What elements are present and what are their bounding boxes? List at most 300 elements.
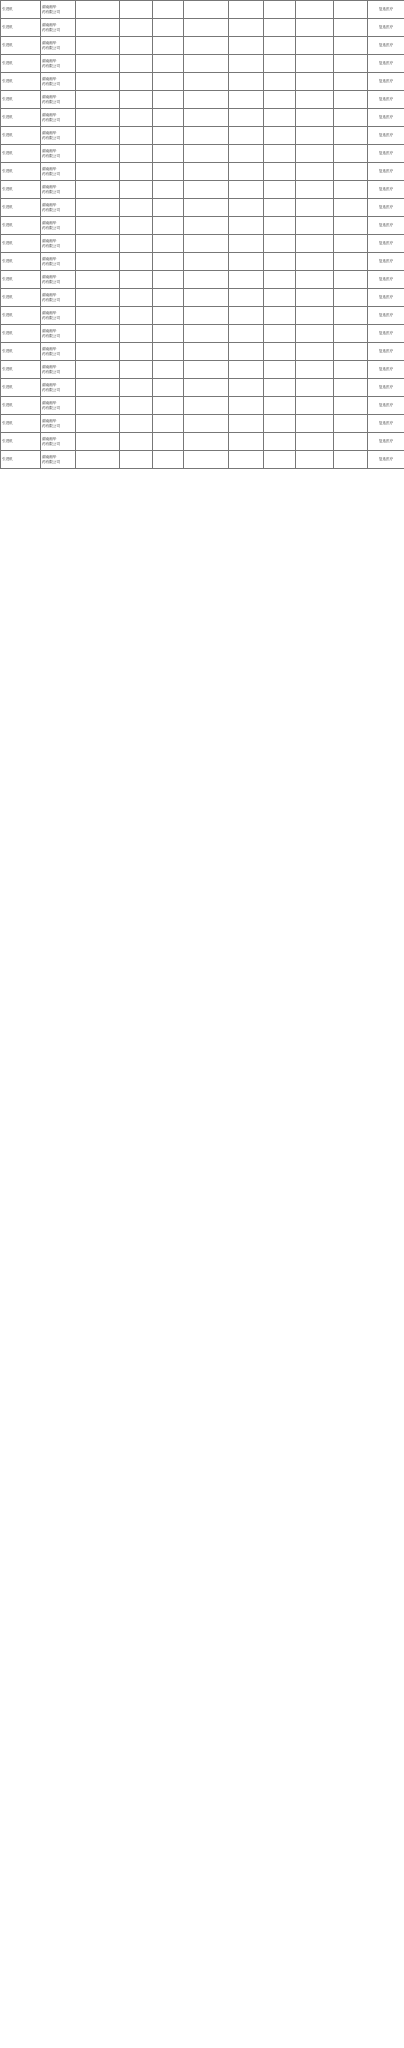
cell-c3 [76, 199, 120, 217]
cell-c8 [264, 433, 296, 451]
cell-c3 [76, 1, 120, 19]
cell-c8 [264, 181, 296, 199]
cell-c4 [120, 109, 153, 127]
cell-c7 [229, 145, 264, 163]
cell-c10 [334, 235, 368, 253]
cell-c4 [120, 163, 153, 181]
cell-c2: 湖南湘华 药有限公司 [41, 127, 76, 145]
cell-c5 [153, 127, 184, 145]
cell-c9 [296, 37, 334, 55]
table-row [1, 289, 404, 307]
cell-c3 [76, 91, 120, 109]
cell-c9 [296, 307, 334, 325]
cell-c5 [153, 37, 184, 55]
cell-c9 [296, 235, 334, 253]
cell-c8 [264, 19, 296, 37]
cell-c7 [229, 181, 264, 199]
cell-c10 [334, 145, 368, 163]
cell-c6 [184, 19, 229, 37]
cell-c7 [229, 127, 264, 145]
cell-c9 [296, 289, 334, 307]
cell-c7 [229, 325, 264, 343]
cell-c2: 湖南湘华 药有限公司 [41, 19, 76, 37]
cell-c9 [296, 91, 334, 109]
cell-c5 [153, 397, 184, 415]
cell-c11: 复选医疗 [368, 127, 404, 145]
cell-c4 [120, 307, 153, 325]
cell-c7 [229, 451, 264, 469]
cell-c10 [334, 109, 368, 127]
cell-c6 [184, 217, 229, 235]
cell-c3 [76, 109, 120, 127]
table-row [1, 73, 404, 91]
cell-c11: 复选医疗 [368, 217, 404, 235]
cell-c11: 复选医疗 [368, 397, 404, 415]
cell-c6 [184, 253, 229, 271]
cell-c5 [153, 361, 184, 379]
cell-c9 [296, 361, 334, 379]
cell-c5 [153, 163, 184, 181]
cell-c6 [184, 271, 229, 289]
cell-c2: 湖南湘华 药有限公司 [41, 415, 76, 433]
cell-c9 [296, 199, 334, 217]
table-row [1, 433, 404, 451]
cell-c5 [153, 415, 184, 433]
cell-c1: 引进机 [1, 307, 41, 325]
cell-c9 [296, 127, 334, 145]
cell-c4 [120, 217, 153, 235]
cell-c5 [153, 109, 184, 127]
cell-c10 [334, 199, 368, 217]
cell-c6 [184, 199, 229, 217]
cell-c1: 引进机 [1, 109, 41, 127]
cell-c1: 引进机 [1, 217, 41, 235]
cell-c1: 引进机 [1, 379, 41, 397]
cell-c7 [229, 91, 264, 109]
cell-c2: 湖南湘华 药有限公司 [41, 379, 76, 397]
cell-c10 [334, 253, 368, 271]
table-row [1, 1, 404, 19]
cell-c4 [120, 19, 153, 37]
cell-c6 [184, 37, 229, 55]
cell-c9 [296, 19, 334, 37]
cell-c11: 复选医疗 [368, 271, 404, 289]
cell-c8 [264, 235, 296, 253]
cell-c4 [120, 199, 153, 217]
cell-c7 [229, 271, 264, 289]
cell-c1: 引进机 [1, 55, 41, 73]
cell-c11: 复选医疗 [368, 433, 404, 451]
cell-c1: 引进机 [1, 271, 41, 289]
cell-c10 [334, 19, 368, 37]
cell-c2: 湖南湘华 药有限公司 [41, 55, 76, 73]
cell-c3 [76, 397, 120, 415]
cell-c7 [229, 397, 264, 415]
cell-c3 [76, 127, 120, 145]
cell-c1: 引进机 [1, 181, 41, 199]
cell-c7 [229, 253, 264, 271]
cell-c9 [296, 379, 334, 397]
cell-c2: 湖南湘华 药有限公司 [41, 325, 76, 343]
table-row [1, 271, 404, 289]
cell-c1: 引进机 [1, 253, 41, 271]
cell-c10 [334, 307, 368, 325]
cell-c8 [264, 199, 296, 217]
cell-c10 [334, 55, 368, 73]
cell-c11: 复选医疗 [368, 343, 404, 361]
table-row [1, 145, 404, 163]
cell-c4 [120, 73, 153, 91]
cell-c7 [229, 55, 264, 73]
cell-c8 [264, 415, 296, 433]
cell-c10 [334, 433, 368, 451]
cell-c5 [153, 55, 184, 73]
cell-c2: 湖南湘华 药有限公司 [41, 397, 76, 415]
cell-c4 [120, 181, 153, 199]
cell-c1: 引进机 [1, 145, 41, 163]
cell-c2: 湖南湘华 药有限公司 [41, 1, 76, 19]
cell-c11: 复选医疗 [368, 451, 404, 469]
cell-c7 [229, 199, 264, 217]
table-row [1, 253, 404, 271]
cell-c1: 引进机 [1, 1, 41, 19]
cell-c3 [76, 433, 120, 451]
cell-c4 [120, 343, 153, 361]
cell-c8 [264, 145, 296, 163]
cell-c10 [334, 397, 368, 415]
cell-c4 [120, 433, 153, 451]
cell-c10 [334, 289, 368, 307]
cell-c10 [334, 73, 368, 91]
cell-c6 [184, 361, 229, 379]
cell-c10 [334, 127, 368, 145]
cell-c4 [120, 127, 153, 145]
table-row [1, 91, 404, 109]
cell-c5 [153, 1, 184, 19]
cell-c7 [229, 361, 264, 379]
cell-c4 [120, 379, 153, 397]
cell-c3 [76, 415, 120, 433]
cell-c8 [264, 451, 296, 469]
cell-c4 [120, 289, 153, 307]
cell-c3 [76, 307, 120, 325]
table-row [1, 37, 404, 55]
cell-c10 [334, 451, 368, 469]
cell-c8 [264, 217, 296, 235]
cell-c4 [120, 55, 153, 73]
cell-c11: 复选医疗 [368, 361, 404, 379]
cell-c7 [229, 379, 264, 397]
cell-c3 [76, 271, 120, 289]
cell-c9 [296, 217, 334, 235]
cell-c2: 湖南湘华 药有限公司 [41, 73, 76, 91]
table-row [1, 109, 404, 127]
cell-c6 [184, 163, 229, 181]
cell-c2: 湖南湘华 药有限公司 [41, 253, 76, 271]
cell-c2: 湖南湘华 药有限公司 [41, 91, 76, 109]
cell-c9 [296, 145, 334, 163]
cell-c8 [264, 37, 296, 55]
cell-c4 [120, 415, 153, 433]
cell-c5 [153, 433, 184, 451]
cell-c8 [264, 397, 296, 415]
cell-c11: 复选医疗 [368, 253, 404, 271]
cell-c10 [334, 343, 368, 361]
cell-c4 [120, 271, 153, 289]
cell-c4 [120, 91, 153, 109]
cell-c6 [184, 415, 229, 433]
cell-c11: 复选医疗 [368, 289, 404, 307]
cell-c11: 复选医疗 [368, 199, 404, 217]
cell-c6 [184, 73, 229, 91]
cell-c8 [264, 1, 296, 19]
table-row [1, 199, 404, 217]
cell-c5 [153, 253, 184, 271]
cell-c10 [334, 37, 368, 55]
cell-c9 [296, 181, 334, 199]
cell-c4 [120, 253, 153, 271]
cell-c5 [153, 289, 184, 307]
cell-c8 [264, 163, 296, 181]
cell-c3 [76, 73, 120, 91]
table-row [1, 55, 404, 73]
cell-c10 [334, 181, 368, 199]
cell-c9 [296, 163, 334, 181]
cell-c2: 湖南湘华 药有限公司 [41, 37, 76, 55]
cell-c5 [153, 217, 184, 235]
cell-c7 [229, 235, 264, 253]
cell-c10 [334, 163, 368, 181]
cell-c9 [296, 325, 334, 343]
table-row [1, 361, 404, 379]
cell-c6 [184, 109, 229, 127]
cell-c10 [334, 379, 368, 397]
cell-c3 [76, 325, 120, 343]
cell-c4 [120, 397, 153, 415]
cell-c6 [184, 451, 229, 469]
cell-c2: 湖南湘华 药有限公司 [41, 145, 76, 163]
cell-c8 [264, 55, 296, 73]
cell-c8 [264, 109, 296, 127]
cell-c7 [229, 289, 264, 307]
table-row [1, 397, 404, 415]
cell-c2: 湖南湘华 药有限公司 [41, 109, 76, 127]
cell-c3 [76, 361, 120, 379]
cell-c2: 湖南湘华 药有限公司 [41, 271, 76, 289]
cell-c11: 复选医疗 [368, 307, 404, 325]
cell-c11: 复选医疗 [368, 109, 404, 127]
cell-c10 [334, 1, 368, 19]
cell-c5 [153, 325, 184, 343]
cell-c6 [184, 91, 229, 109]
cell-c7 [229, 73, 264, 91]
cell-c1: 引进机 [1, 343, 41, 361]
cell-c7 [229, 19, 264, 37]
cell-c10 [334, 91, 368, 109]
cell-c3 [76, 379, 120, 397]
table-row [1, 19, 404, 37]
cell-c7 [229, 217, 264, 235]
cell-c8 [264, 253, 296, 271]
cell-c8 [264, 343, 296, 361]
cell-c8 [264, 289, 296, 307]
cell-c6 [184, 145, 229, 163]
cell-c6 [184, 397, 229, 415]
cell-c10 [334, 271, 368, 289]
cell-c9 [296, 271, 334, 289]
cell-c1: 引进机 [1, 91, 41, 109]
table-row [1, 235, 404, 253]
cell-c11: 复选医疗 [368, 379, 404, 397]
cell-c6 [184, 325, 229, 343]
cell-c6 [184, 433, 229, 451]
cell-c4 [120, 145, 153, 163]
cell-c9 [296, 433, 334, 451]
cell-c3 [76, 343, 120, 361]
cell-c5 [153, 181, 184, 199]
cell-c11: 复选医疗 [368, 91, 404, 109]
cell-c10 [334, 217, 368, 235]
cell-c7 [229, 1, 264, 19]
cell-c1: 引进机 [1, 397, 41, 415]
cell-c7 [229, 415, 264, 433]
cell-c1: 引进机 [1, 19, 41, 37]
cell-c8 [264, 307, 296, 325]
cell-c5 [153, 145, 184, 163]
cell-c10 [334, 325, 368, 343]
cell-c11: 复选医疗 [368, 415, 404, 433]
cell-c3 [76, 181, 120, 199]
cell-c5 [153, 199, 184, 217]
cell-c5 [153, 91, 184, 109]
cell-c8 [264, 127, 296, 145]
cell-c3 [76, 235, 120, 253]
cell-c6 [184, 235, 229, 253]
data-table [0, 0, 404, 469]
cell-c1: 引进机 [1, 163, 41, 181]
cell-c9 [296, 415, 334, 433]
cell-c6 [184, 181, 229, 199]
cell-c5 [153, 73, 184, 91]
cell-c8 [264, 379, 296, 397]
cell-c5 [153, 379, 184, 397]
cell-c6 [184, 55, 229, 73]
table-row [1, 343, 404, 361]
cell-c11: 复选医疗 [368, 73, 404, 91]
cell-c9 [296, 1, 334, 19]
cell-c11: 复选医疗 [368, 55, 404, 73]
cell-c2: 湖南湘华 药有限公司 [41, 217, 76, 235]
cell-c11: 复选医疗 [368, 325, 404, 343]
cell-c3 [76, 289, 120, 307]
cell-c2: 湖南湘华 药有限公司 [41, 235, 76, 253]
cell-c4 [120, 235, 153, 253]
cell-c6 [184, 1, 229, 19]
cell-c5 [153, 235, 184, 253]
table-row [1, 181, 404, 199]
table-row [1, 217, 404, 235]
cell-c3 [76, 37, 120, 55]
table-row [1, 307, 404, 325]
cell-c11: 复选医疗 [368, 163, 404, 181]
table-row [1, 379, 404, 397]
cell-c1: 引进机 [1, 415, 41, 433]
cell-c8 [264, 361, 296, 379]
cell-c10 [334, 361, 368, 379]
cell-c11: 复选医疗 [368, 235, 404, 253]
cell-c9 [296, 451, 334, 469]
cell-c11: 复选医疗 [368, 37, 404, 55]
cell-c1: 引进机 [1, 433, 41, 451]
cell-c1: 引进机 [1, 361, 41, 379]
table-row [1, 415, 404, 433]
table-row [1, 127, 404, 145]
cell-c8 [264, 73, 296, 91]
cell-c9 [296, 397, 334, 415]
cell-c11: 复选医疗 [368, 19, 404, 37]
cell-c1: 引进机 [1, 127, 41, 145]
cell-c7 [229, 37, 264, 55]
cell-c3 [76, 451, 120, 469]
cell-c2: 湖南湘华 药有限公司 [41, 343, 76, 361]
cell-c2: 湖南湘华 药有限公司 [41, 451, 76, 469]
cell-c6 [184, 379, 229, 397]
cell-c4 [120, 1, 153, 19]
cell-c2: 湖南湘华 药有限公司 [41, 181, 76, 199]
cell-c8 [264, 91, 296, 109]
cell-c1: 引进机 [1, 73, 41, 91]
cell-c8 [264, 271, 296, 289]
cell-c11: 复选医疗 [368, 181, 404, 199]
cell-c1: 引进机 [1, 451, 41, 469]
table-row [1, 325, 404, 343]
cell-c4 [120, 451, 153, 469]
cell-c2: 湖南湘华 药有限公司 [41, 289, 76, 307]
cell-c8 [264, 325, 296, 343]
cell-c2: 湖南湘华 药有限公司 [41, 307, 76, 325]
cell-c3 [76, 55, 120, 73]
cell-c9 [296, 73, 334, 91]
cell-c11: 复选医疗 [368, 145, 404, 163]
cell-c5 [153, 343, 184, 361]
table-row [1, 163, 404, 181]
cell-c7 [229, 433, 264, 451]
cell-c6 [184, 289, 229, 307]
cell-c7 [229, 307, 264, 325]
cell-c1: 引进机 [1, 199, 41, 217]
cell-c7 [229, 109, 264, 127]
cell-c4 [120, 37, 153, 55]
cell-c3 [76, 145, 120, 163]
cell-c10 [334, 415, 368, 433]
cell-c3 [76, 253, 120, 271]
cell-c11: 复选医疗 [368, 1, 404, 19]
cell-c3 [76, 217, 120, 235]
cell-c9 [296, 253, 334, 271]
cell-c9 [296, 109, 334, 127]
cell-c5 [153, 271, 184, 289]
cell-c1: 引进机 [1, 325, 41, 343]
cell-c6 [184, 307, 229, 325]
cell-c6 [184, 343, 229, 361]
cell-c3 [76, 19, 120, 37]
cell-c1: 引进机 [1, 235, 41, 253]
cell-c1: 引进机 [1, 37, 41, 55]
cell-c2: 湖南湘华 药有限公司 [41, 163, 76, 181]
cell-c2: 湖南湘华 药有限公司 [41, 199, 76, 217]
cell-c4 [120, 361, 153, 379]
cell-c5 [153, 19, 184, 37]
